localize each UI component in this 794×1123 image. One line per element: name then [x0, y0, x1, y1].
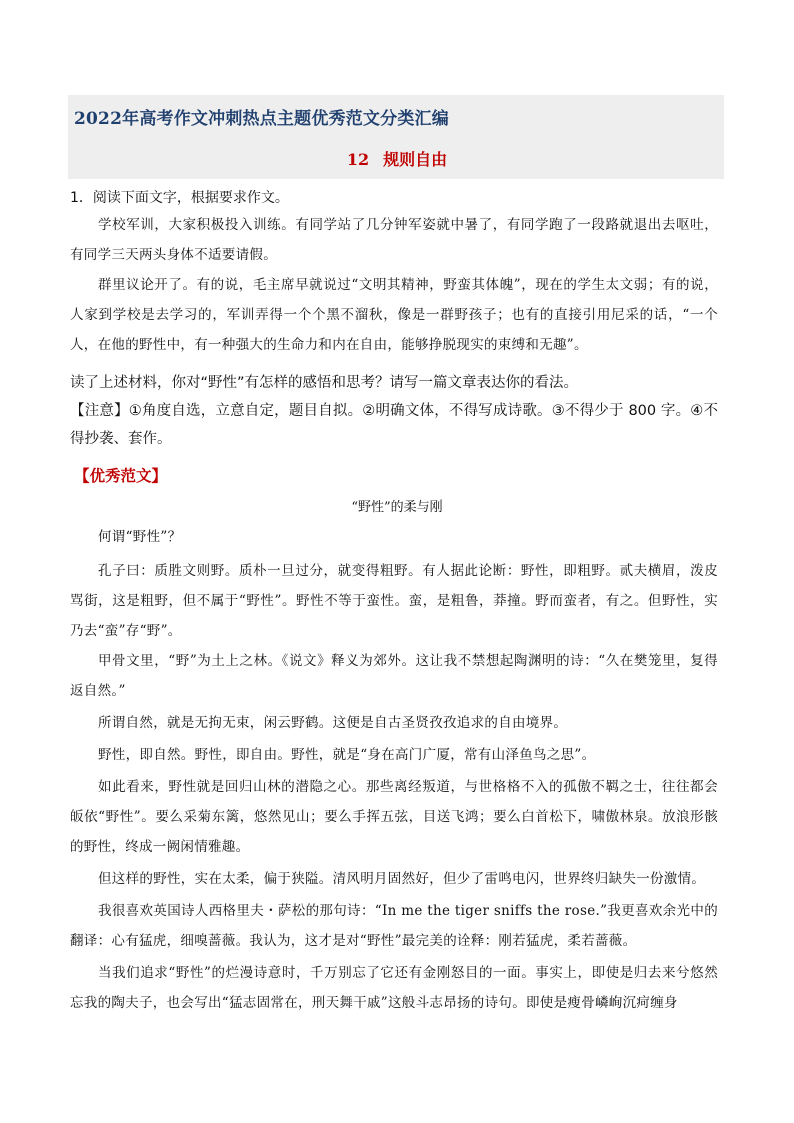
material-paragraph: 群里议论开了。有的说，毛主席早就说过“文明其精神，野蛮其体魄”，现在的学生太文弱；有的说，人家到学校是去学习的，军训弄得一个个黑不溜秋，像是一群野孩子；也有的直接引用尼采的话，“一个人，在他的野性中，有一种强大的生命力和内在自由，能够挣脱现实的束缚和无趣”。 — [70, 277, 718, 353]
topic-heading — [0, 147, 794, 170]
essay-paragraph: 当我们追求“野性”的烂漫诗意时，千万别忘了它还有金刚怒目的一面。事实上，即使是归去来兮悠然忘我的陶夫子，也会写出“猛志固常在，刑天舞干戚”这般斗志昂扬的诗句。即使是瘦骨嶙峋沉疴缠身 — [70, 965, 718, 1011]
topic-name: 规则自由 — [383, 150, 448, 169]
essay-paragraph: 甲骨文里，“野”为土上之林。《说文》释义为郊外。这让我不禁想起陶渊明的诗：“久在樊笼里，复得返自然。” — [70, 653, 718, 699]
sample-badge: 【优秀范文】 — [74, 467, 168, 485]
material-paragraph: 学校军训，大家积极投入训练。有同学站了几分钟军姿就中暑了，有同学跑了一段路就退出去呕吐，有同学三天两头身体不适要请假。 — [70, 217, 718, 263]
essay-paragraph: 如此看来，野性就是回归山林的潜隐之心。那些离经叛道，与世格格不入的孤傲不羁之士，往往都会皈依“野性”。要么采菊东篱，悠然见山；要么手挥五弦，目送飞鸿；要么白首松下，啸傲林泉。放浪形骸的野性，终成一阙闲情雅趣。 — [70, 779, 718, 855]
topic-number: 12 — [346, 150, 370, 169]
essay-title: “野性”的柔与刚 — [351, 500, 443, 515]
essay-paragraph: 但这样的野性，实在太柔，偏于狭隘。清风明月固然好，但少了雷鸣电闪，世界终归缺失一份激情。 — [98, 871, 706, 887]
essay-paragraph: 何谓“野性”？ — [98, 529, 182, 545]
essay-paragraph: 所谓自然，就是无拘无束，闲云野鹤。这便是自古圣贤孜孜追求的自由境界。 — [98, 715, 568, 731]
essay-paragraph: 野性，即自然。野性，即自由。野性，就是“身在高门广厦，常有山泽鱼鸟之思”。 — [98, 747, 596, 763]
question-prompt: 读了上述材料，你对“野性”有怎样的感悟和思考？请写一篇文章表达你的看法。 — [70, 375, 579, 391]
document-title: 2022年高考作文冲刺热点主题优秀范文分类汇编 — [74, 109, 449, 129]
question-note: 【注意】①角度自选，立意自定，题目自拟。②明确文体，不得写成诗歌。③不得少于 800 字。④不得抄袭、套作。 — [70, 403, 718, 447]
question-intro: 1．阅读下面文字，根据要求作文。 — [70, 190, 289, 206]
essay-paragraph: 我很喜欢英国诗人西格里夫・萨松的那句诗：“In me the tiger sniffs the rose.”我更喜欢余光中的翻译：心有猛虎，细嗅蔷薇。我认为，这才是对“野性”最完美的诠释：刚若猛虎，柔若蔷薇。 — [70, 903, 718, 949]
essay-paragraph: 孔子曰：质胜文则野。质朴一旦过分，就变得粗野。有人据此论断：野性，即粗野。贰夫横眉，泼皮骂街，这是粗野，但不属于“野性”。野性不等于蛮性。蛮，是粗鲁，莽撞。野而蛮者，有之。但野性，实乃去“蛮”存“野”。 — [70, 563, 718, 639]
